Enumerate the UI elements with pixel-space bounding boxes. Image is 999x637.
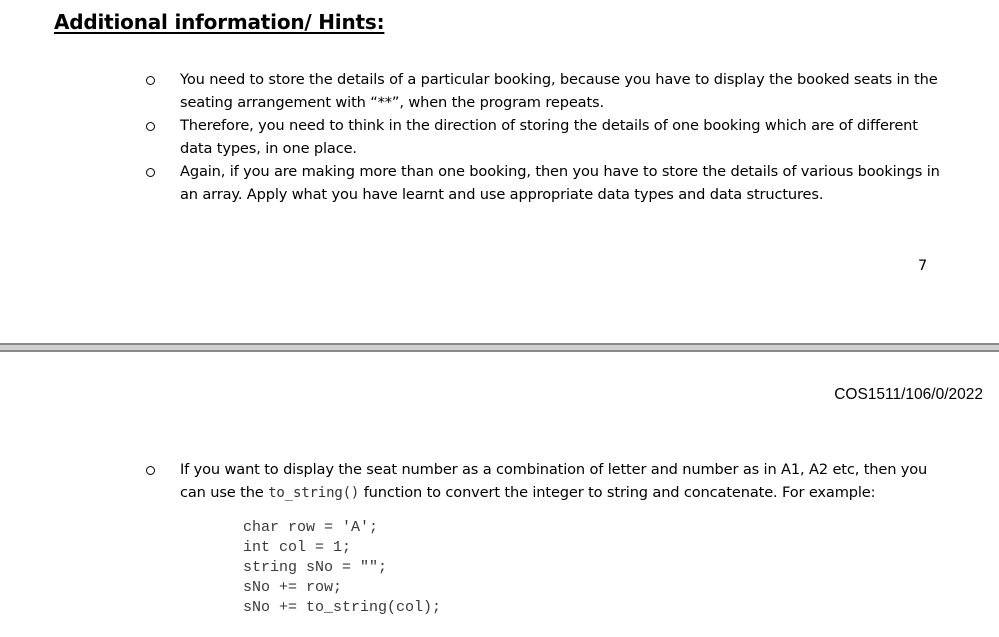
hint-3-line-2: an array. Apply what you have learnt and use appropriate data types and data structures.	[180, 186, 824, 203]
code-line-5: sNo += to_string(col);	[243, 599, 442, 616]
hint-item-2	[180, 114, 940, 160]
code-line-2: int col = 1;	[243, 539, 352, 556]
hint-2-line-2: data types, in one place.	[180, 140, 357, 157]
code-example	[243, 518, 441, 618]
hollow-circle-bullet-icon	[146, 76, 155, 85]
seat-hint-line-1: If you want to display the seat number as a combination of letter and number as in A1, A2 etc, then you	[180, 461, 928, 478]
hint-3-line-1: Again, if you are making more than one booking, then you have to store the details of various bookings in	[180, 163, 940, 180]
hollow-circle-bullet-icon	[146, 168, 155, 177]
code-line-3: string sNo = "";	[243, 559, 388, 576]
page-number: 7	[918, 258, 928, 274]
inline-code-to-string: to_string()	[268, 485, 360, 501]
section-heading: Additional information/ Hints:	[54, 10, 385, 34]
code-line-1: char row = 'A';	[243, 519, 379, 536]
hollow-circle-bullet-icon	[146, 122, 155, 131]
code-line-4: sNo += row;	[243, 579, 343, 596]
seat-number-hint	[180, 458, 940, 505]
hollow-circle-bullet-icon	[146, 466, 155, 475]
page-break-divider	[0, 343, 999, 352]
document-code-header: COS1511/106/0/2022	[834, 386, 983, 403]
hint-1-line-2: seating arrangement with “**”, when the program repeats.	[180, 94, 604, 111]
hint-1-line-1: You need to store the details of a particular booking, because you have to display the booked seats in the	[180, 71, 938, 88]
hint-2-line-1: Therefore, you need to think in the direction of storing the details of one booking which are of different	[180, 117, 918, 134]
hint-item-1	[180, 68, 940, 114]
seat-hint-line-2-start: can use the	[180, 484, 269, 501]
seat-hint-line-2-end: function to convert the integer to string and concatenate. For example:	[359, 484, 876, 501]
hint-item-3	[180, 160, 940, 206]
